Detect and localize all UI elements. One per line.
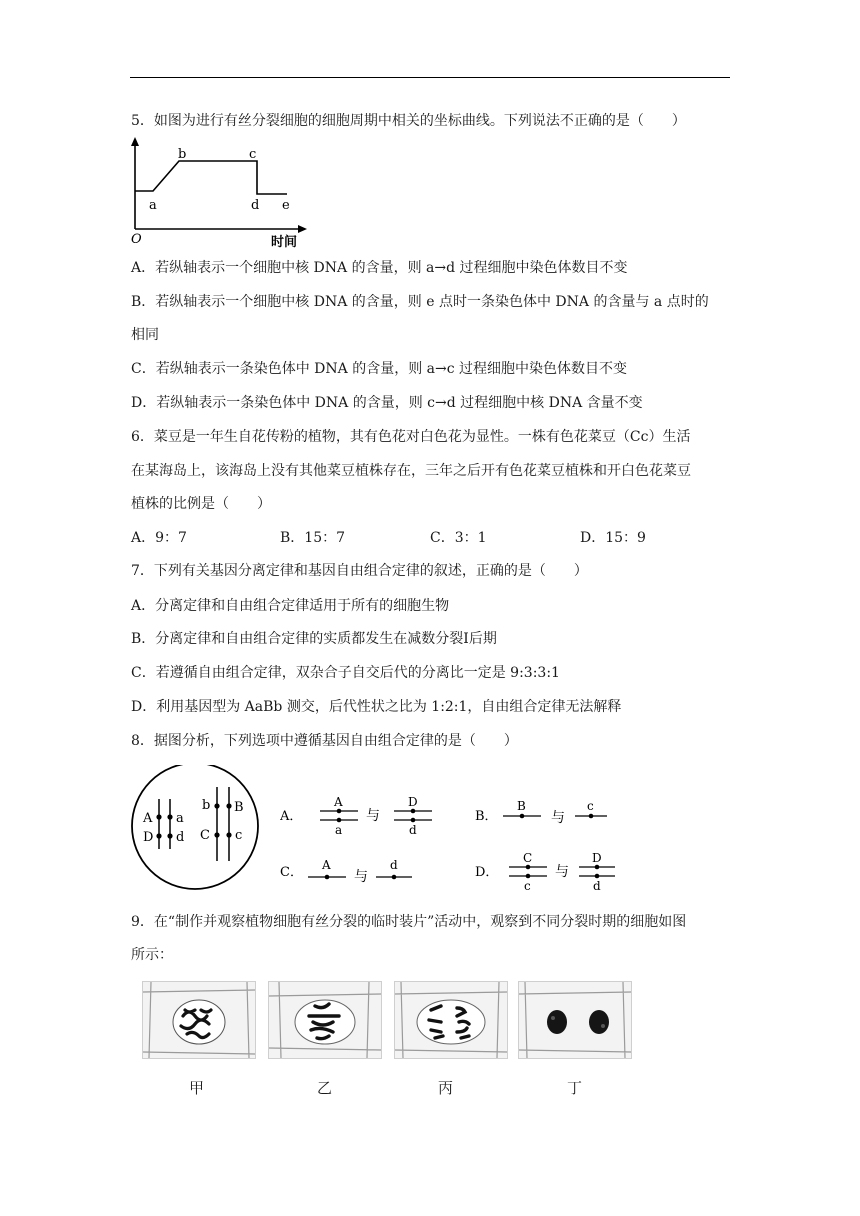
choice-a-right-bot: d — [409, 823, 417, 837]
q8-choice-b — [475, 795, 635, 835]
q7-option-c: C．若遵循自由组合定律，双杂合子自交后代的分离比一定是 9:3:3:1 — [131, 665, 560, 681]
q8-choice-d — [475, 846, 635, 896]
choice-d-mid: 与 — [555, 864, 569, 880]
label-b: b — [178, 147, 187, 162]
label-d: d — [251, 198, 260, 213]
q9-stem-line2: 所示： — [131, 947, 173, 963]
micrograph-bing — [394, 981, 508, 1059]
choice-b-letter: B． — [475, 809, 498, 824]
cell-label-a: a — [176, 811, 184, 826]
choice-d-left-bot: c — [524, 879, 531, 893]
label-a: a — [149, 198, 157, 213]
choice-b-left-top: B — [517, 799, 526, 813]
caption-bing: 丙 — [438, 1079, 454, 1097]
choice-b-mid: 与 — [551, 810, 565, 826]
choice-a-left-bot: a — [335, 823, 343, 837]
q5-option-b: B．若纵轴表示一个细胞中核 DNA 的含量，则 e 点时一条染色体中 DNA 的含量与 a 点时的 — [131, 294, 709, 310]
choice-d-left-top: C — [523, 851, 533, 865]
cell-label-C: C — [200, 828, 210, 843]
q9-stem-line1: 9．在“制作并观察植物细胞有丝分裂的临时装片”活动中，观察到不同分裂时期的细胞如图 — [131, 914, 687, 930]
q7-option-d: D．利用基因型为 AaBb 测交，后代性状之比为 1:2:1，自由组合定律无法解释 — [131, 699, 622, 715]
q8-choice-a — [280, 790, 440, 840]
choice-d-letter: D． — [475, 865, 499, 880]
micrograph-yi — [268, 981, 382, 1059]
cell-label-A: A — [143, 811, 153, 826]
q5-option-b-cont: 相同 — [131, 327, 159, 343]
choice-a-letter: A． — [280, 809, 303, 824]
cell-label-c: c — [235, 828, 243, 843]
q7-option-a: A．分离定律和自由组合定律适用于所有的细胞生物 — [131, 598, 450, 614]
choice-a-left-top: A — [334, 795, 343, 809]
q8-choice-c — [280, 851, 440, 891]
q8-stem: 8．据图分析，下列选项中遵循基因自由组合定律的是（ ） — [131, 733, 518, 749]
caption-jia: 甲 — [189, 1079, 205, 1097]
q5-option-c: C．若纵轴表示一条染色体中 DNA 的含量，则 a→c 过程细胞中染色体数目不变 — [131, 361, 628, 377]
q5-option-a: A．若纵轴表示一个细胞中核 DNA 的含量，则 a→d 过程细胞中染色体数目不变 — [131, 260, 628, 276]
choice-c-right-top: d — [390, 858, 398, 872]
label-c: c — [249, 147, 257, 162]
q5-stem: 5．如图为进行有丝分裂细胞的细胞周期中相关的坐标曲线。下列说法不正确的是（ ） — [131, 113, 686, 129]
q6-option-a: A．9：7 — [131, 530, 187, 546]
choice-d-right-bot: d — [593, 879, 601, 893]
q6-stem-line1: 6．菜豆是一年生自花传粉的植物，其有色花对白色花为显性。一株有色花菜豆（Cc）生活 — [131, 429, 691, 445]
x-axis-label: 时间 — [271, 235, 298, 249]
q7-stem: 7．下列有关基因分离定律和基因自由组合定律的叙述，正确的是（ ） — [131, 563, 588, 579]
micrograph-jia — [142, 981, 256, 1059]
q6-option-c: C．3：1 — [430, 530, 487, 546]
choice-b-right-top: c — [587, 799, 594, 813]
caption-ding: 丁 — [567, 1079, 583, 1097]
label-origin: O — [131, 232, 142, 247]
choice-c-mid: 与 — [354, 869, 368, 885]
choice-a-mid: 与 — [366, 808, 380, 824]
q5-option-d: D．若纵轴表示一条染色体中 DNA 的含量，则 c→d 过程细胞中核 DNA 含量不变 — [131, 395, 643, 411]
cell-label-d: d — [176, 830, 185, 845]
q8-cell-diagram — [125, 765, 275, 890]
cell-label-b: b — [202, 798, 211, 813]
cell-label-D: D — [143, 830, 154, 845]
q6-option-d: D．15：9 — [580, 530, 646, 546]
q6-option-b: B．15：7 — [280, 530, 346, 546]
choice-d-right-top: D — [592, 851, 602, 865]
label-e: e — [282, 198, 290, 213]
q7-option-b: B．分离定律和自由组合定律的实质都发生在减数分裂Ⅰ后期 — [131, 631, 497, 647]
micrograph-ding — [518, 981, 632, 1059]
q6-stem-line3: 植株的比例是（ ） — [131, 496, 271, 512]
q5-coordinate-curve — [125, 137, 315, 249]
header-rule — [130, 77, 730, 78]
cell-label-B: B — [234, 800, 244, 815]
choice-a-right-top: D — [408, 795, 418, 809]
choice-c-letter: C． — [280, 865, 303, 880]
choice-c-left-top: A — [322, 858, 331, 872]
q6-stem-line2: 在某海岛上，该海岛上没有其他菜豆植株存在，三年之后开有色花菜豆植株和开白色花菜豆 — [131, 463, 691, 479]
caption-yi: 乙 — [317, 1079, 333, 1097]
